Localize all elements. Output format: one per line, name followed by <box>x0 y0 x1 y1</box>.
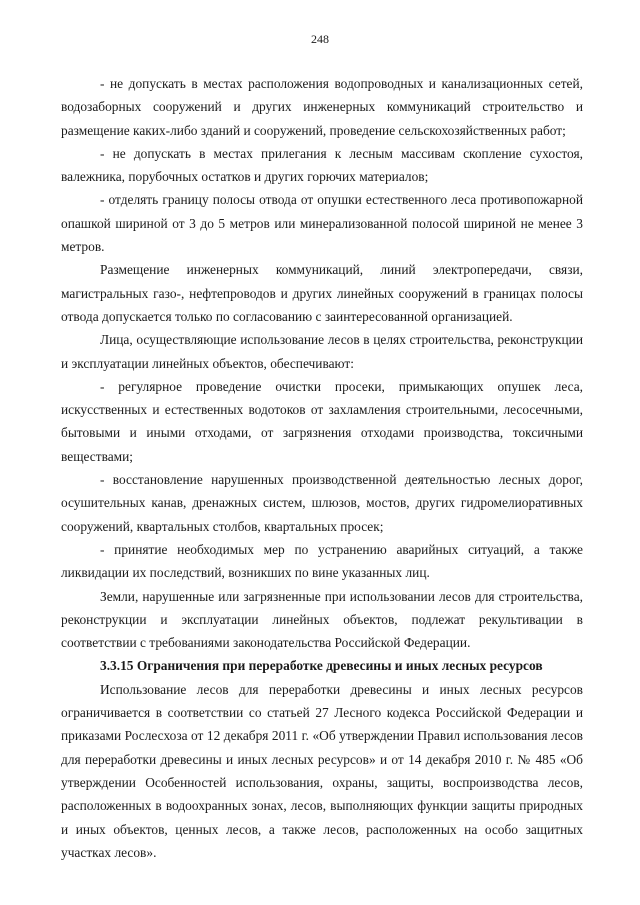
section-heading: 3.3.15 Ограничения при переработке древесины и иных лесных ресурсов <box>100 658 543 674</box>
paragraph: - не допускать в местах прилегания к лесным массивам скопление сухостоя, валежника, порубочных остатков и других горючих материалов; <box>61 145 583 185</box>
paragraph: - регулярное проведение очистки просеки, примыкающих опушек леса, искусственных и естественных водотоков от захламления строительными, лесосечными, бытовыми и иными отходами, от загрязнения отходами производства, токсичными веществами; <box>61 378 583 464</box>
paragraph: Земли, нарушенные или загрязненные при использовании лесов для строительства, реконструкции и эксплуатации линейных объектов, подлежат рекультивации в соответствии с требованиями законодательства Российской Федерации. <box>61 588 583 651</box>
paragraph: Размещение инженерных коммуникаций, линий электропередачи, связи, магистральных газо-, нефтепроводов и других линейных сооружений в границах полосы отвода допускается только по согласованию с заинтересованной организацией. <box>61 262 583 324</box>
paragraph: - не допускать в местах расположения водопроводных и канализационных сетей, водозаборных сооружений и других инженерных коммуникаций строительство и размещение каких-либо зданий и сооружений, проведение сельскохозяйственных работ; <box>61 76 583 138</box>
paragraph: Использование лесов для переработки древесины и иных лесных ресурсов ограничивается в соответствии со статьей 27 Лесного кодекса Российской Федерации и приказами Рослесхоза от 12 декабря 2011 г. «Об утверждении Правил использования лесов для переработки древесины и иных лесных ресурсов» и от 14 декабря 2010 г. № 485 «Об утверждении Особенностей использования, охраны, защиты, воспроизводства лесов, расположенных в водоохранных зонах, лесов, выполняющих функции защиты природных и иных объектов, ценных лесов, а также лесов, расположенных на особо защитных участках лесов». <box>61 681 583 860</box>
paragraph: - принятие необходимых мер по устранению аварийных ситуаций, а также ликвидации их последствий, возникших по вине указанных лиц. <box>61 541 583 581</box>
document-body <box>61 72 583 864</box>
paragraph: Лица, осуществляющие использование лесов в целях строительства, реконструкции и эксплуатации линейных объектов, обеспечивают: <box>61 332 583 371</box>
paragraph: - отделять границу полосы отвода от опушки естественного леса противопожарной опашкой шириной от 3 до 5 метров или минерализованной полосой шириной не менее 3 метров. <box>61 192 583 255</box>
paragraph: - восстановление нарушенных производственной деятельностью лесных дорог, осушительных канав, дренажных систем, шлюзов, мостов, других гидромелиоративных сооружений, квартальных столбов, квартальных просек; <box>61 472 583 534</box>
page-number: 248 <box>311 32 329 46</box>
